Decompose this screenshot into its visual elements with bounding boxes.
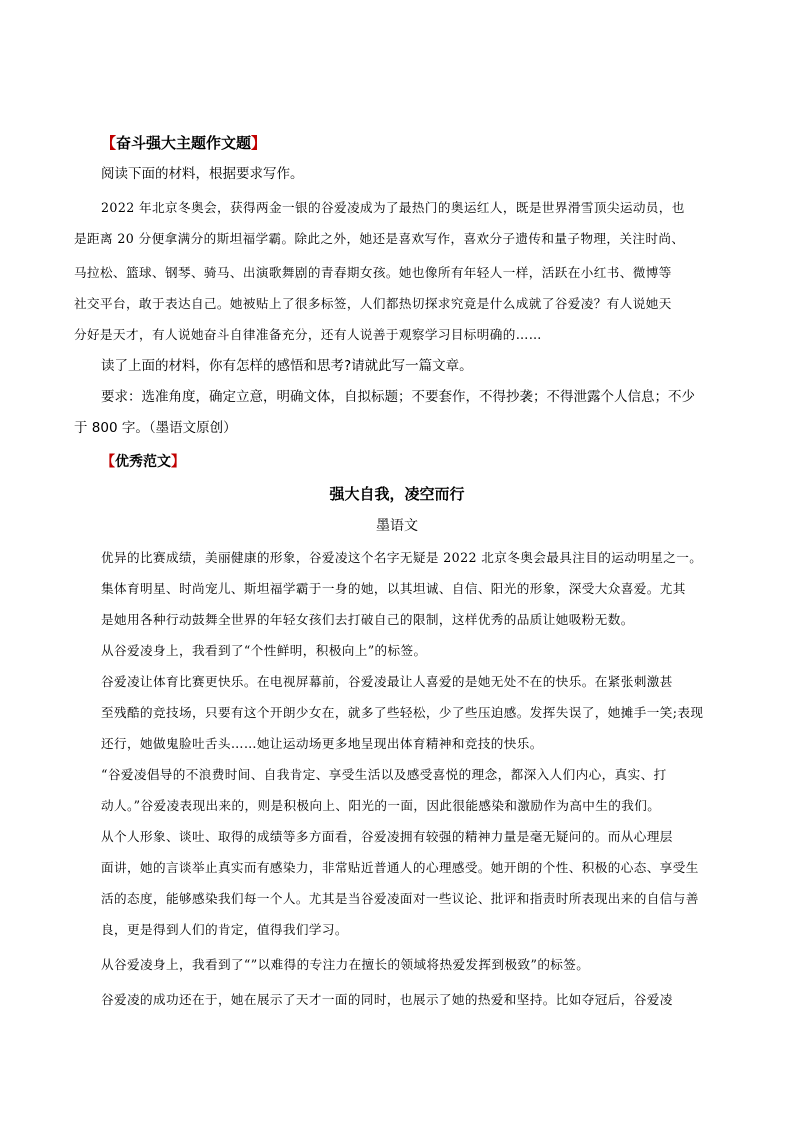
section-heading-topic <box>101 133 266 153</box>
essay-line: 从谷爱凌身上，我看到了“”以难得的专注力在擅长的领域将热爱发挥到极致”的标签。 <box>101 957 590 972</box>
bracket-close: 】 <box>171 454 185 470</box>
material-line: 是距离 20 分便拿满分的斯坦福学霸。除此之外，她还是喜欢写作，喜欢分子遗传和量子物理，关注时尚、 <box>74 231 685 246</box>
essay-line: 谷爱凌让体育比赛更快乐。在电视屏幕前，谷爱凌最让人喜爱的是她无处不在的快乐。在紧张刺激甚 <box>101 674 673 689</box>
essay-line: 动人。”谷爱凌表现出来的，则是积极向上、阳光的一面，因此很能感染和激励作为高中生的我们。 <box>101 798 661 813</box>
essay-line: “谷爱凌倡导的不浪费时间、自我肯定、享受生活以及感受喜悦的理念，都深入人们内心，真实、打 <box>101 767 667 782</box>
material-line: 分好是天才，有人说她奋斗自律准备充分，还有人说善于观察学习目标明确的…… <box>74 327 542 342</box>
essay-line: 至残酷的竞技场，只要有这个开朗少女在，就多了些轻松，少了些压迫感。发挥失误了，她摊手一笑;表现 <box>101 705 704 720</box>
prompt-requirement-line: 于 800 字。（墨语文原创） <box>74 420 237 436</box>
prompt-question: 读了上面的材料，你有怎样的感悟和思考?请就此写一篇文章。 <box>101 358 473 374</box>
essay-line: 良，更是得到人们的肯定，值得我们学习。 <box>101 922 348 937</box>
bracket-close: 】 <box>251 134 267 152</box>
essay-line: 活的态度，能够感染我们每一个人。尤其是当谷爱凌面对一些议论、批评和指责时所表现出来的自信与善 <box>101 891 699 906</box>
section-heading-sample <box>101 452 185 472</box>
section-heading-topic-text: 奋斗强大主题作文题 <box>116 134 252 152</box>
essay-line: 是她用各种行动鼓舞全世界的年轻女孩们去打破自己的限制，这样优秀的品质让她吸粉无数。 <box>101 612 634 627</box>
essay-line: 还行，她做鬼脸吐舌头……她让运动场更多地呈现出体育精神和竞技的快乐。 <box>101 736 543 751</box>
prompt-instruction: 阅读下面的材料，根据要求写作。 <box>101 166 304 182</box>
bracket-open: 【 <box>101 134 117 152</box>
essay-line: 谷爱凌的成功还在于，她在展示了天才一面的同时，也展示了她的热爱和坚持。比如夺冠后，谷爱凌 <box>101 992 673 1007</box>
essay-line: 面讲，她的言谈举止真实而有感染力，非常贴近普通人的心理感受。她开朗的个性、积极的心态、享受生 <box>101 860 699 875</box>
material-line: 社交平台，敢于表达自己。她被贴上了很多标签，人们都热切探求究竟是什么成就了谷爱凌？有人说她天 <box>74 296 672 311</box>
essay-title: 强大自我，凌空而行 <box>329 485 465 503</box>
section-heading-sample-text: 优秀范文 <box>115 454 171 470</box>
essay-line: 从个人形象、谈吐、取得的成绩等多方面看，谷爱凌拥有较强的精神力量是毫无疑问的。而从心理层 <box>101 829 673 844</box>
bracket-open: 【 <box>101 454 115 470</box>
essay-line: 从谷爱凌身上，我看到了“个性鲜明，积极向上”的标签。 <box>101 643 427 658</box>
material-line: 马拉松、篮球、钢琴、骑马、出演歌舞剧的青春期女孩。她也像所有年轻人一样，活跃在小红书、微博等 <box>74 265 672 280</box>
essay-author: 墨语文 <box>376 518 418 534</box>
prompt-requirement-line: 要求：选准角度，确定立意，明确文体，自拟标题；不要套作，不得抄袭；不得泄露个人信息；不少 <box>101 389 695 405</box>
material-line: 2022 年北京冬奥会，获得两金一银的谷爱凌成为了最热门的奥运红人，既是世界滑雪顶尖运动员，也 <box>101 200 685 215</box>
essay-line: 集体育明星、时尚宠儿、斯坦福学霸于一身的她，以其坦诚、自信、阳光的形象，深受大众喜爱。尤其 <box>101 581 686 596</box>
essay-line: 优异的比赛成绩，美丽健康的形象，谷爱凌这个名字无疑是 2022 北京冬奥会最具注目的运动明星之一。 <box>101 550 703 565</box>
